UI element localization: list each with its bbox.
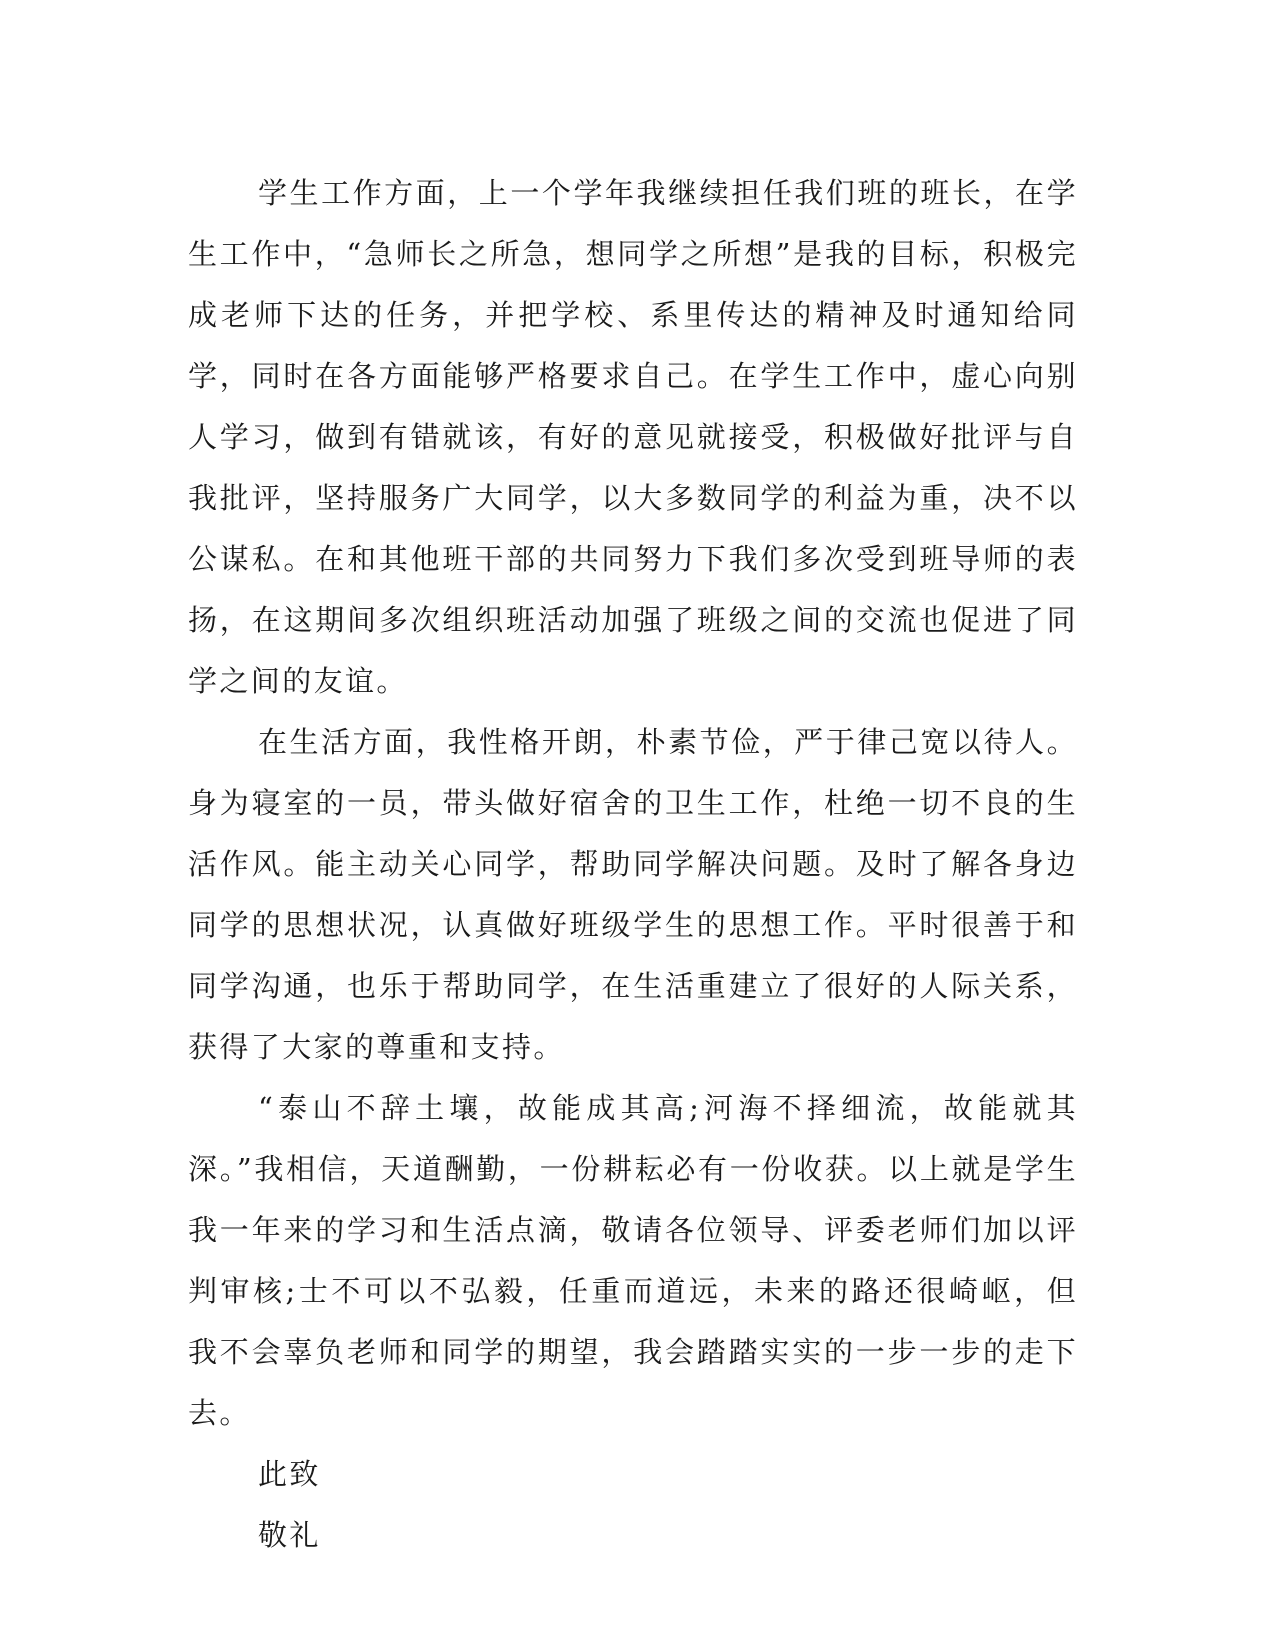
paragraph-conclusion: “泰山不辞土壤，故能成其高;河海不择细流，故能就其深。”我相信，天道酬勤，一份耕耘必有一份收获。以上就是学生我一年来的学习和生活点滴，敬请各位领导、评委老师们加以评判审核;士不可以不弘毅，任重而道远，未来的路还很崎岖，但我不会辜负老师和同学的期望，我会踏踏实实的一步一步的走下去。 xyxy=(188,1091,1078,1430)
paragraph-life: 在生活方面，我性格开朗，朴素节俭，严于律己宽以待人。身为寝室的一员，带头做好宿舍的卫生工作，杜绝一切不良的生活作风。能主动关心同学，帮助同学解决问题。及时了解各身边同学的思想状况，认真做好班级学生的思想工作。平时很善于和同学沟通，也乐于帮助同学，在生活重建立了很好的人际关系，获得了大家的尊重和支持。 xyxy=(188,725,1078,1064)
paragraph-student-work: 学生工作方面，上一个学年我继续担任我们班的班长，在学生工作中，“急师长之所急，想同学之所想”是我的目标，积极完成老师下达的任务，并把学校、系里传达的精神及时通知给同学，同时在各方面能够严格要求自己。在学生工作中，虚心向别人学习，做到有错就该，有好的意见就接受，积极做好批评与自我批评，坚持服务广大同学，以大多数同学的利益为重，决不以公谋私。在和其他班干部的共同努力下我们多次受到班导师的表扬，在这期间多次组织班活动加强了班级之间的交流也促进了同学之间的友谊。 xyxy=(188,176,1078,698)
closing-regards: 敬礼 xyxy=(258,1518,321,1552)
closing-salutation: 此致 xyxy=(258,1457,321,1491)
letter-body xyxy=(188,163,1078,1566)
